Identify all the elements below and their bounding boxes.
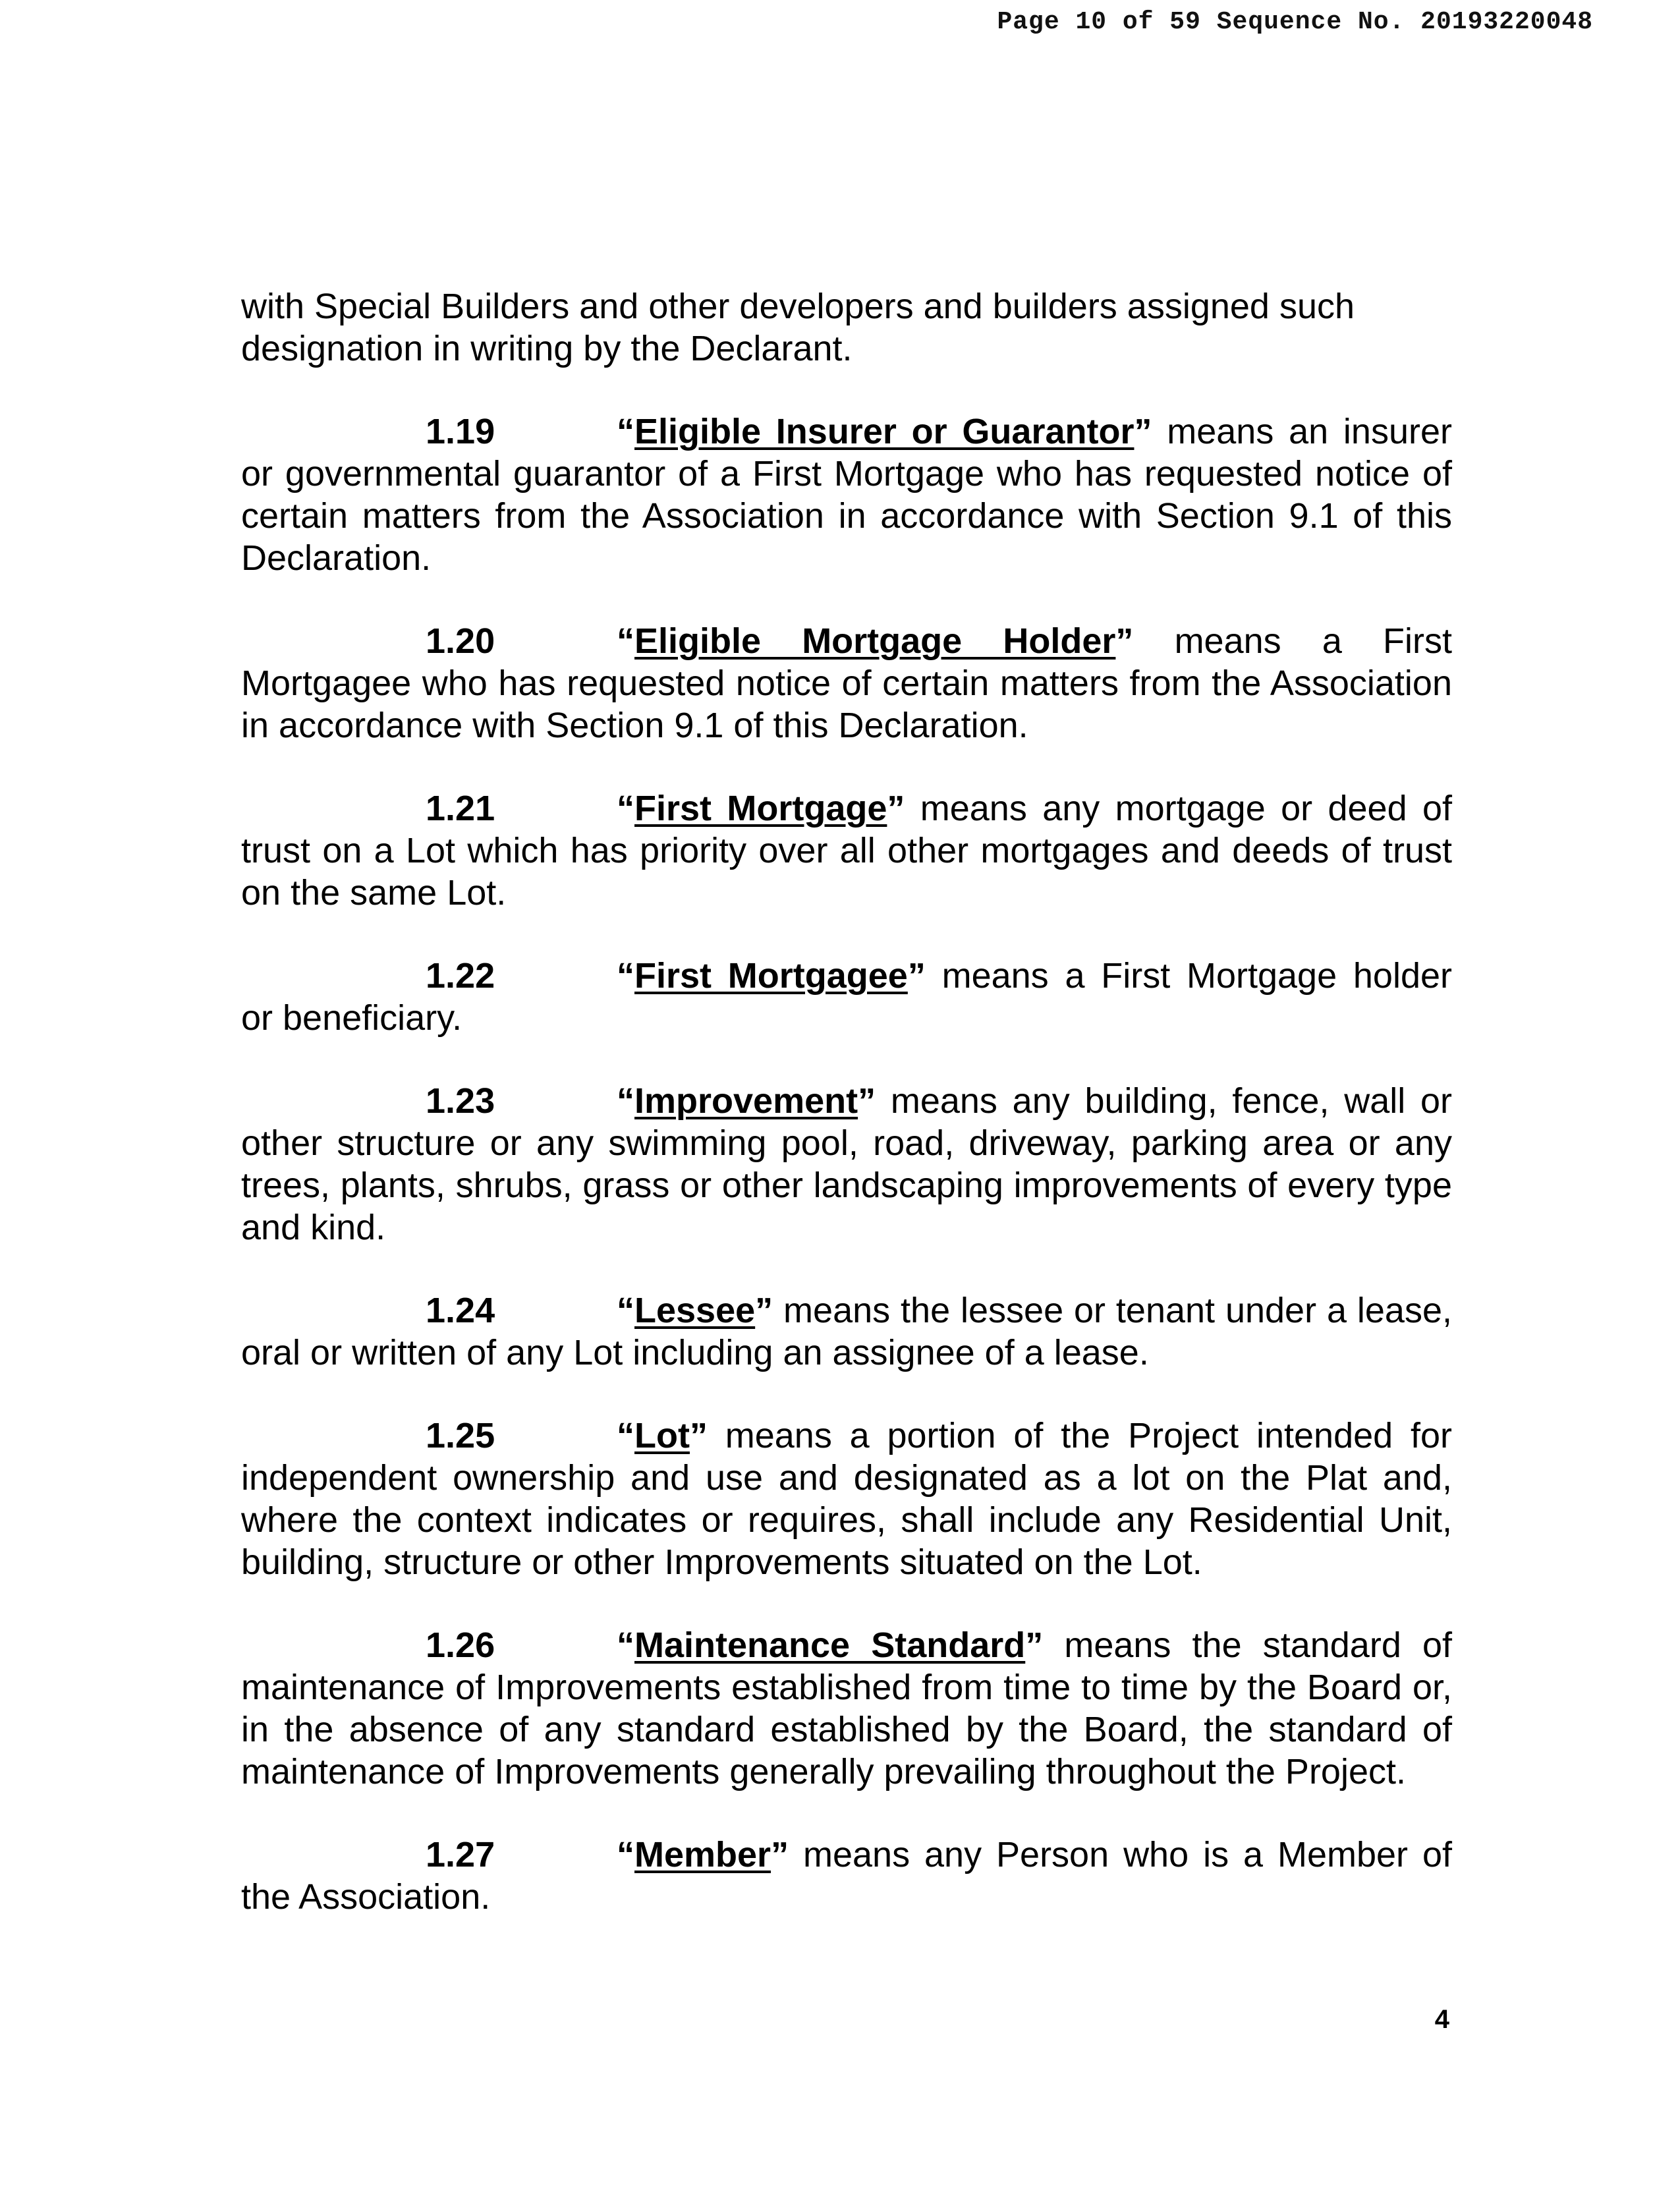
defined-term-text: Maintenance Standard bbox=[634, 1625, 1026, 1665]
section-number: 1.22 bbox=[426, 956, 495, 996]
section-number: 1.20 bbox=[426, 621, 495, 661]
definition-text: means any mortgage or deed of trust on a Lot which has priority over all other mortgages and deeds of trust on the same Lot. bbox=[241, 789, 1453, 913]
section-number: 1.27 bbox=[426, 1835, 495, 1874]
definition-text: means the standard of maintenance of Improvements established from time to time by the Board or, in the absence of any standard established by the Board, the standard of maintenance of Improvements generally prevailing throughout the Project. bbox=[241, 1625, 1452, 1791]
defined-term: “Member” bbox=[617, 1835, 789, 1874]
defined-term: “Lessee” bbox=[617, 1291, 773, 1330]
section-1-25 bbox=[241, 1415, 1452, 1583]
section-1-20 bbox=[241, 620, 1452, 746]
defined-term: “Lot” bbox=[617, 1416, 708, 1455]
defined-term: “Maintenance Standard” bbox=[617, 1625, 1044, 1665]
intro-paragraph: with Special Builders and other developers and builders assigned such designation in writing by the Declarant. bbox=[241, 287, 1355, 368]
defined-term: “Eligible Insurer or Guarantor” bbox=[617, 412, 1152, 451]
defined-term-text: Member bbox=[634, 1835, 771, 1874]
section-number: 1.26 bbox=[426, 1625, 495, 1665]
defined-term-text: First Mortgagee bbox=[634, 956, 908, 996]
defined-term-text: Improvement bbox=[634, 1081, 858, 1121]
definition-text: means a First Mortgage holder or beneficiary. bbox=[241, 956, 1452, 1038]
definition-text: means any Person who is a Member of the Association. bbox=[241, 1835, 1452, 1917]
section-1-22 bbox=[241, 955, 1452, 1039]
section-number: 1.25 bbox=[426, 1416, 495, 1455]
defined-term: “First Mortgage” bbox=[617, 789, 905, 828]
defined-term-text: Lot bbox=[634, 1416, 690, 1455]
definition-text: means a portion of the Project intended for independent ownership and use and designated as a lot on the Plat and, where the context indicates or requires, shall include any Residential Unit, building, structure or other Improvements situated on the Lot. bbox=[241, 1416, 1452, 1582]
page-header: Page 10 of 59 Sequence No. 20193220048 bbox=[997, 8, 1593, 36]
defined-term: “Eligible Mortgage Holder” bbox=[617, 621, 1134, 661]
section-1-21 bbox=[241, 787, 1452, 914]
defined-term: “Improvement” bbox=[617, 1081, 876, 1121]
section-number: 1.24 bbox=[426, 1291, 495, 1330]
definition-text: means an insurer or governmental guarantor of a First Mortgage who has requested notice of certain matters from the Association in accordance with Section 9.1 of this Declaration. bbox=[241, 412, 1452, 578]
definition-text: means a First Mortgagee who has requested notice of certain matters from the Association in accordance with Section 9.1 of this Declaration. bbox=[241, 621, 1453, 745]
page-number: 4 bbox=[1434, 2005, 1449, 2034]
defined-term-text: Eligible Mortgage Holder bbox=[634, 621, 1116, 661]
section-1-19 bbox=[241, 410, 1452, 579]
definition-text: means any building, fence, wall or other structure or any swimming pool, road, driveway, parking area or any trees, plants, shrubs, grass or other landscaping improvements of every type and kind. bbox=[241, 1081, 1452, 1247]
defined-term-text: Lessee bbox=[634, 1291, 756, 1330]
defined-term-text: First Mortgage bbox=[634, 789, 887, 828]
section-number: 1.21 bbox=[426, 789, 495, 828]
section-1-27 bbox=[241, 1834, 1452, 1918]
defined-term: “First Mortgagee” bbox=[617, 956, 926, 996]
definition-text: means the lessee or tenant under a lease, oral or written of any Lot including an assignee of a lease. bbox=[241, 1291, 1452, 1372]
section-number: 1.19 bbox=[426, 412, 495, 451]
document-body bbox=[241, 285, 1452, 1959]
section-1-26 bbox=[241, 1624, 1452, 1793]
section-1-23 bbox=[241, 1080, 1452, 1249]
section-number: 1.23 bbox=[426, 1081, 495, 1121]
section-1-24 bbox=[241, 1289, 1452, 1374]
defined-term-text: Eligible Insurer or Guarantor bbox=[634, 412, 1134, 451]
